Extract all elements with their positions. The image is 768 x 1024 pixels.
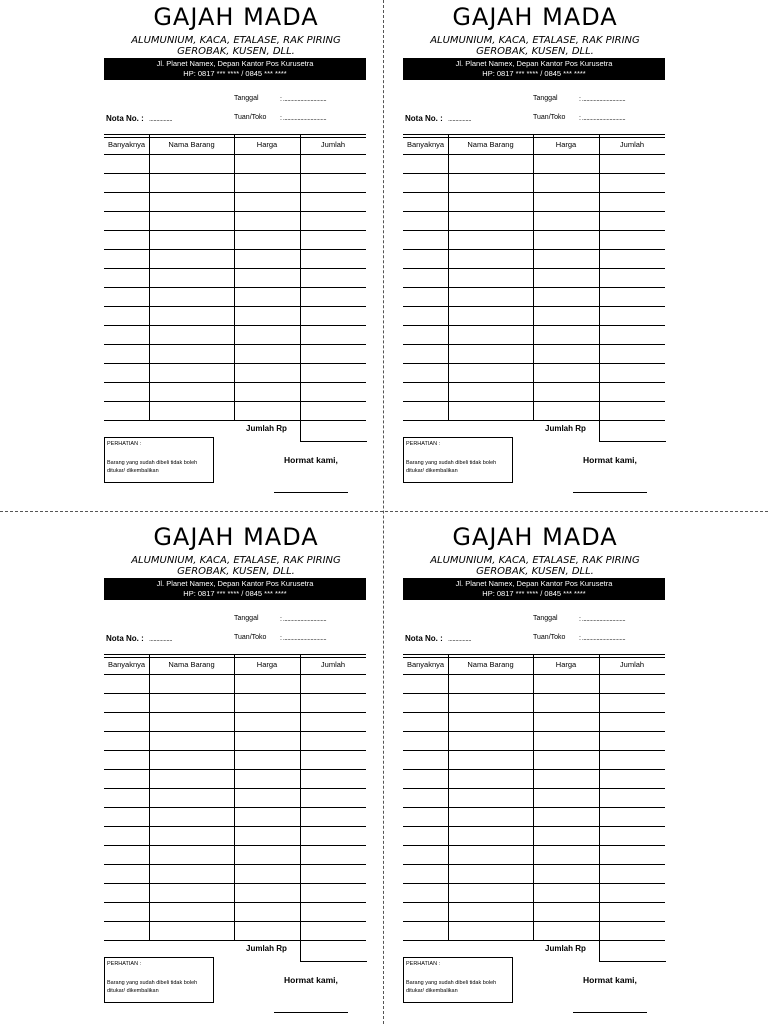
table-row[interactable] — [104, 344, 366, 345]
table-row[interactable] — [104, 769, 366, 770]
jumlah-rp-label: Jumlah Rp — [545, 944, 586, 953]
table-row[interactable] — [403, 864, 665, 865]
store-products-line1: ALUMUNIUM, KACA, ETALASE, RAK PIRING — [131, 35, 341, 46]
col-divider-3 — [599, 655, 600, 941]
store-address: Jl. Planet Namex, Depan Kantor Pos Kurusetra — [156, 59, 314, 68]
perhatian-box — [104, 957, 214, 1003]
store-products-line2: GEROBAK, KUSEN, DLL. — [476, 566, 594, 577]
table-top-rule-2 — [104, 137, 366, 138]
address-banner — [403, 58, 665, 80]
table-row[interactable] — [403, 382, 665, 383]
table-row[interactable] — [403, 211, 665, 212]
jumlah-total-box[interactable] — [599, 421, 666, 442]
store-name: GAJAH MADA — [153, 523, 319, 551]
col-header-banyaknya: Banyaknya — [107, 140, 146, 149]
receipt-form-bottom-left — [104, 520, 368, 1020]
store-name: GAJAH MADA — [452, 523, 618, 551]
table-row[interactable] — [403, 363, 665, 364]
table-top-rule — [104, 134, 366, 135]
tanggal-label: Tanggal — [234, 615, 259, 622]
table-top-rule-2 — [403, 137, 665, 138]
col-divider-2 — [533, 135, 534, 421]
store-products-line1: ALUMUNIUM, KACA, ETALASE, RAK PIRING — [430, 35, 640, 46]
jumlah-total-box[interactable] — [599, 941, 666, 962]
table-row[interactable] — [104, 192, 366, 193]
tuan-toko-label: Tuan/Toko — [234, 634, 267, 641]
tanggal-label: Tanggal — [234, 95, 259, 102]
tanggal-field[interactable]: : .............................. — [579, 616, 626, 623]
hormat-kami: Hormat kami, — [284, 455, 338, 465]
table-top-rule — [403, 134, 665, 135]
perhatian-box — [104, 437, 214, 483]
table-row[interactable] — [403, 401, 665, 402]
jumlah-total-box[interactable] — [300, 421, 367, 442]
nota-label: Nota No. : — [106, 114, 144, 123]
hormat-kami: Hormat kami, — [583, 455, 637, 465]
tanggal-field[interactable]: : .............................. — [579, 96, 626, 103]
jumlah-total-box[interactable] — [300, 941, 367, 962]
tuan-toko-label: Tuan/Toko — [533, 114, 566, 121]
table-row[interactable] — [403, 192, 665, 193]
tuan-toko-field[interactable]: : .............................. — [579, 635, 626, 642]
table-row[interactable] — [104, 382, 366, 383]
table-row[interactable] — [104, 363, 366, 364]
table-row[interactable] — [104, 883, 366, 884]
table-row[interactable] — [104, 921, 366, 922]
nota-field[interactable]: ................ — [448, 636, 472, 643]
table-row[interactable] — [403, 173, 665, 174]
col-header-jumlah: Jumlah — [320, 660, 346, 669]
store-products-line2: GEROBAK, KUSEN, DLL. — [177, 566, 295, 577]
table-row[interactable] — [403, 230, 665, 231]
tuan-toko-label: Tuan/Toko — [234, 114, 267, 121]
store-phone: HP: 0817 *** **** / 0845 *** **** — [183, 69, 287, 78]
table-row[interactable] — [104, 712, 366, 713]
receipt-form-top-left — [104, 0, 368, 500]
table-row[interactable] — [104, 864, 366, 865]
col-header-jumlah: Jumlah — [619, 140, 645, 149]
table-row[interactable] — [403, 344, 665, 345]
store-address: Jl. Planet Namex, Depan Kantor Pos Kurusetra — [455, 579, 613, 588]
col-header-harga: Harga — [256, 660, 278, 669]
table-row[interactable] — [403, 807, 665, 808]
header-rule — [104, 154, 366, 155]
col-divider-3 — [300, 655, 301, 941]
jumlah-rp-label: Jumlah Rp — [246, 424, 287, 433]
store-products-line1: ALUMUNIUM, KACA, ETALASE, RAK PIRING — [131, 555, 341, 566]
table-row[interactable] — [104, 268, 366, 269]
store-products-line1: ALUMUNIUM, KACA, ETALASE, RAK PIRING — [430, 555, 640, 566]
jumlah-rp-label: Jumlah Rp — [246, 944, 287, 953]
perhatian-box — [403, 957, 513, 1003]
table-row[interactable] — [104, 731, 366, 732]
col-divider-2 — [234, 135, 235, 421]
perhatian-text: Barang yang sudah dibeli tidak boleh ditukar/ dikembalikan — [406, 460, 497, 474]
table-row[interactable] — [403, 769, 665, 770]
col-header-banyaknya: Banyaknya — [406, 140, 445, 149]
perhatian-text: Barang yang sudah dibeli tidak boleh ditukar/ dikembalikan — [107, 980, 198, 994]
tuan-toko-field[interactable]: : .............................. — [280, 635, 327, 642]
table-row[interactable] — [104, 845, 366, 846]
col-divider-1 — [149, 655, 150, 941]
signature-line[interactable] — [274, 492, 348, 493]
store-phone: HP: 0817 *** **** / 0845 *** **** — [183, 589, 287, 598]
table-row[interactable] — [104, 306, 366, 307]
table-row[interactable] — [403, 325, 665, 326]
col-header-harga: Harga — [555, 140, 577, 149]
table-row[interactable] — [403, 902, 665, 903]
col-divider-1 — [448, 135, 449, 421]
table-row[interactable] — [104, 693, 366, 694]
header-rule — [104, 674, 366, 675]
perhatian-title: PERHATIAN : — [406, 961, 441, 967]
table-row[interactable] — [104, 211, 366, 212]
store-name: GAJAH MADA — [153, 3, 319, 31]
receipt-form-bottom-right — [403, 520, 667, 1020]
table-row[interactable] — [403, 287, 665, 288]
address-banner — [403, 578, 665, 600]
vertical-cut-line — [383, 0, 384, 1024]
table-top-rule-2 — [403, 657, 665, 658]
table-row[interactable] — [403, 750, 665, 751]
tanggal-field[interactable]: : .............................. — [280, 616, 327, 623]
nota-label: Nota No. : — [405, 114, 443, 123]
col-header-banyaknya: Banyaknya — [406, 660, 445, 669]
header-rule — [403, 674, 665, 675]
col-header-harga: Harga — [555, 660, 577, 669]
table-top-rule — [403, 654, 665, 655]
table-row[interactable] — [104, 401, 366, 402]
perhatian-text: Barang yang sudah dibeli tidak boleh ditukar/ dikembalikan — [107, 460, 198, 474]
col-divider-1 — [149, 135, 150, 421]
table-row[interactable] — [403, 268, 665, 269]
perhatian-title: PERHATIAN : — [107, 961, 142, 967]
tanggal-field[interactable]: : .............................. — [280, 96, 327, 103]
col-divider-3 — [300, 135, 301, 421]
address-banner — [104, 578, 366, 600]
col-divider-2 — [533, 655, 534, 941]
table-row[interactable] — [104, 173, 366, 174]
perhatian-title: PERHATIAN : — [107, 441, 142, 447]
table-top-rule — [104, 654, 366, 655]
col-divider-2 — [234, 655, 235, 941]
table-row[interactable] — [403, 712, 665, 713]
store-address: Jl. Planet Namex, Depan Kantor Pos Kurusetra — [156, 579, 314, 588]
tanggal-label: Tanggal — [533, 615, 558, 622]
hormat-kami: Hormat kami, — [284, 975, 338, 985]
store-name: GAJAH MADA — [452, 3, 618, 31]
hormat-kami: Hormat kami, — [583, 975, 637, 985]
table-row[interactable] — [403, 249, 665, 250]
store-phone: HP: 0817 *** **** / 0845 *** **** — [482, 589, 586, 598]
store-products-line2: GEROBAK, KUSEN, DLL. — [177, 46, 295, 57]
table-row[interactable] — [104, 325, 366, 326]
table-row[interactable] — [104, 788, 366, 789]
col-header-nama-barang: Nama Barang — [467, 140, 514, 149]
col-header-jumlah: Jumlah — [619, 660, 645, 669]
table-row[interactable] — [104, 826, 366, 827]
perhatian-box — [403, 437, 513, 483]
table-row[interactable] — [403, 731, 665, 732]
jumlah-rp-label: Jumlah Rp — [545, 424, 586, 433]
table-row[interactable] — [403, 826, 665, 827]
address-banner — [104, 58, 366, 80]
store-phone: HP: 0817 *** **** / 0845 *** **** — [482, 69, 586, 78]
nota-field[interactable]: ................ — [149, 636, 173, 643]
perhatian-title: PERHATIAN : — [406, 441, 441, 447]
table-row[interactable] — [403, 845, 665, 846]
nota-label: Nota No. : — [405, 634, 443, 643]
receipt-form-top-right — [403, 0, 667, 500]
tuan-toko-field[interactable]: : .............................. — [579, 115, 626, 122]
table-row[interactable] — [403, 693, 665, 694]
header-rule — [403, 154, 665, 155]
col-header-nama-barang: Nama Barang — [467, 660, 514, 669]
signature-line[interactable] — [274, 1012, 348, 1013]
tuan-toko-label: Tuan/Toko — [533, 634, 566, 641]
tanggal-label: Tanggal — [533, 95, 558, 102]
table-row[interactable] — [403, 788, 665, 789]
table-row[interactable] — [104, 230, 366, 231]
table-top-rule-2 — [104, 657, 366, 658]
nota-field[interactable]: ................ — [448, 116, 472, 123]
col-header-nama-barang: Nama Barang — [168, 660, 215, 669]
store-address: Jl. Planet Namex, Depan Kantor Pos Kurusetra — [455, 59, 613, 68]
table-row[interactable] — [403, 306, 665, 307]
table-row[interactable] — [403, 883, 665, 884]
nota-field[interactable]: ................ — [149, 116, 173, 123]
table-row[interactable] — [104, 807, 366, 808]
table-row[interactable] — [403, 921, 665, 922]
nota-label: Nota No. : — [106, 634, 144, 643]
table-row[interactable] — [104, 902, 366, 903]
tuan-toko-field[interactable]: : .............................. — [280, 115, 327, 122]
table-row[interactable] — [104, 287, 366, 288]
col-header-harga: Harga — [256, 140, 278, 149]
horizontal-cut-line — [0, 511, 768, 512]
store-products-line2: GEROBAK, KUSEN, DLL. — [476, 46, 594, 57]
col-header-banyaknya: Banyaknya — [107, 660, 146, 669]
col-header-nama-barang: Nama Barang — [168, 140, 215, 149]
signature-line[interactable] — [573, 1012, 647, 1013]
col-divider-1 — [448, 655, 449, 941]
col-divider-3 — [599, 135, 600, 421]
signature-line[interactable] — [573, 492, 647, 493]
col-header-jumlah: Jumlah — [320, 140, 346, 149]
table-row[interactable] — [104, 249, 366, 250]
perhatian-text: Barang yang sudah dibeli tidak boleh ditukar/ dikembalikan — [406, 980, 497, 994]
table-row[interactable] — [104, 750, 366, 751]
